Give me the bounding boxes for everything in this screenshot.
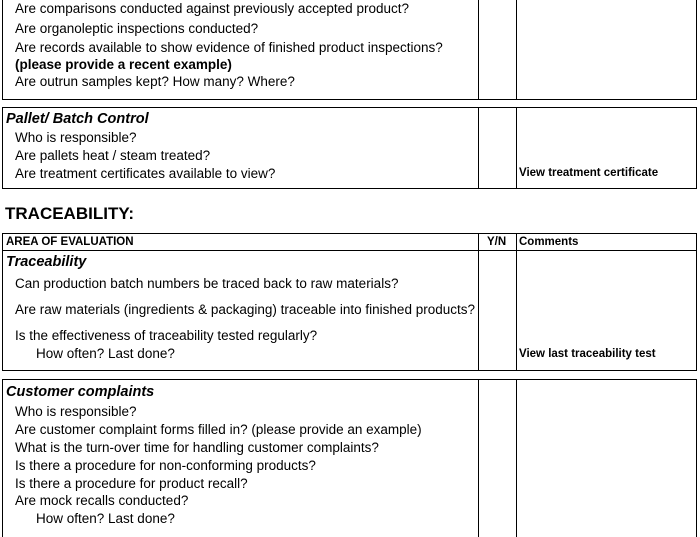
header-yn: Y/N [487,236,507,248]
question-item: Are treatment certificates available to view? [15,166,276,181]
yn-column-divider [478,108,479,188]
question-item: Are comparisons conducted against previously accepted product? [15,1,409,16]
question-item: Who is responsible? [15,404,137,419]
comment-text: View last traceability test [519,348,656,360]
question-item: Are pallets heat / steam treated? [15,148,211,163]
question-item: Are raw materials (ingredients & packaging) traceable into finished products? [15,302,475,317]
section-title: TRACEABILITY: [5,204,135,223]
section-heading: Pallet/ Batch Control [6,111,149,127]
question-item: Is there a procedure for product recall? [15,476,248,491]
comments-column-divider [516,0,517,99]
yn-column-divider [478,234,479,370]
header-area-of-evaluation: AREA OF EVALUATION [6,236,134,248]
question-note: (please provide a recent example) [15,57,232,72]
block-pallet-batch-control [2,107,697,189]
question-item: Is the effectiveness of traceability tested regularly? [15,328,318,343]
question-item: Are customer complaint forms filled in? (please provide an example) [15,422,422,437]
question-item: What is the turn-over time for handling customer complaints? [15,440,379,455]
question-subitem: How often? Last done? [36,346,175,361]
question-subitem: How often? Last done? [36,511,175,526]
block-customer-complaints [2,379,697,537]
question-item: Are mock recalls conducted? [15,493,189,508]
comments-column-divider [516,108,517,188]
question-item: Can production batch numbers be traced back to raw materials? [15,276,399,291]
question-item: Who is responsible? [15,130,137,145]
block-traceability [2,233,697,371]
comments-column-divider [516,234,517,370]
question-item: Are records available to show evidence of finished product inspections? [15,40,443,55]
yn-column-divider [478,380,479,537]
question-item: Is there a procedure for non-conforming products? [15,458,316,473]
block-finished-product-checks [2,0,697,100]
section-heading: Customer complaints [6,384,155,400]
question-item: Are outrun samples kept? How many? Where? [15,74,295,89]
comment-text: View treatment certificate [519,167,659,179]
section-heading: Traceability [6,254,87,270]
header-comments: Comments [519,236,579,248]
comments-column-divider [516,380,517,537]
question-item: Are organoleptic inspections conducted? [15,21,259,36]
yn-column-divider [478,0,479,99]
header-divider [3,250,696,251]
